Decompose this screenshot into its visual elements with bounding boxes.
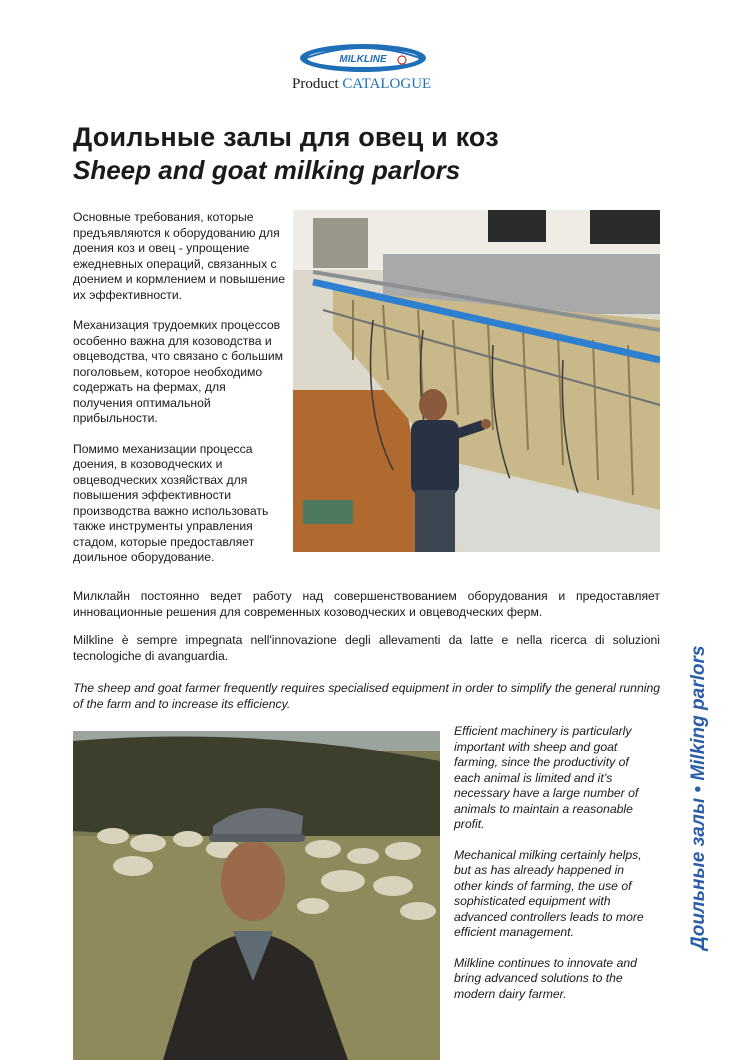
product-catalogue-label bbox=[292, 76, 432, 93]
ru-paragraph-1: Основные требования, которые предъявляются к оборудованию для доения коз и овец - упрощение ежедневных операций, связанных с доением и кормлением и повышение их эффективности. bbox=[73, 210, 285, 302]
en-paragraph-1: Efficient machinery is particularly important with sheep and goat farming, since the productivity of each animal is limited and it’s necessary have a large number of animals to maintain a reasonable profit. bbox=[454, 724, 639, 831]
en-paragraph-2: Mechanical milking certainly helps, but as has already happened in other kinds of farming, the use of sophisticated equipment with advanced controllers leads to more efficient management. bbox=[454, 847, 644, 939]
ru-paragraph-3: Помимо механизации процесса доения, в козоводческих и овцеводческих хозяйствах для повышения эффективности производства важно использовать также инструменты управления стадом, которые предоставляет доильное оборудование. bbox=[73, 441, 269, 564]
catalogue-prefix: Product bbox=[292, 76, 339, 92]
ru-paragraph-2: Механизация трудоемких процессов особенно важна для козоводства и овцеводства, что связано с большим поголовьем, которое необходимо содержать на фермах, для получения оптимальной прибыльности. bbox=[73, 318, 284, 425]
paragraph-it-full: Milkline è sempre impegnata nell'innovazione degli allevamenti da latte e nella ricerca di soluzioni tecnologiche di avanguardia. bbox=[73, 633, 660, 663]
paragraph-en-full: The sheep and goat farmer frequently requires specialised equipment in order to simplify the general running of the farm and to increase its efficiency. bbox=[73, 681, 660, 711]
shepherd-photo bbox=[73, 731, 440, 1060]
paragraph-ru-full: Милклайн постоянно ведет работу над совершенствованием оборудования и предоставляет инновационные решения для современных козоводческих и овцеводческих ферм. bbox=[73, 589, 660, 619]
logo-text: MILKLINE bbox=[339, 54, 387, 65]
catalogue-word: CATALOGUE bbox=[342, 76, 432, 92]
en-text-column bbox=[454, 724, 654, 1017]
page-title-en: Sheep and goat milking parlors bbox=[73, 155, 461, 185]
page-title-ru: Доильные залы для овец и коз bbox=[73, 122, 499, 152]
ru-text-column bbox=[73, 210, 288, 581]
side-section-label: Доильные залы • Milking parlors bbox=[688, 645, 709, 950]
en-paragraph-3: Milkline continues to innovate and bring advanced solutions to the modern dairy farmer. bbox=[454, 955, 637, 1001]
milking-parlor-photo bbox=[293, 210, 660, 552]
